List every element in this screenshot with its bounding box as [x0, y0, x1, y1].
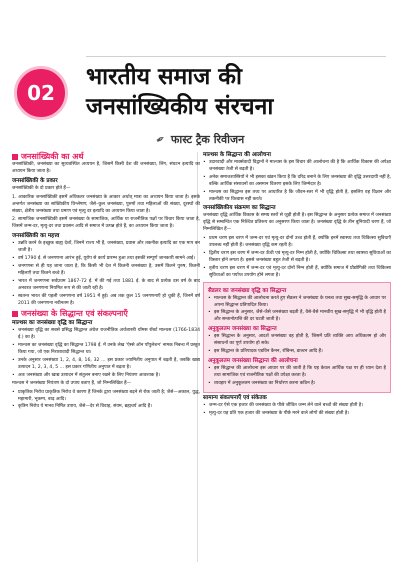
subheading: माल्थस का जनसंख्या वृद्धि का सिद्धान्त	[12, 320, 93, 327]
list-item: • अतः जनसंख्या और खाद्य उत्पादन में संतुलन बनाए रखने के लिए नियंत्रण आवश्यक है।	[12, 373, 200, 380]
list-item: • कृत्रिम निरोध ये मानव निर्मित उपाय, जैसे—देर से विवाह, संयम, ब्रह्मचर्य आदि हैं।	[12, 404, 200, 411]
list-item: • द्वितीय चरण इस चरण में जन्म-दर ऊँची एवं मृत्यु-दर निम्न होती है, क्योंकि चिकित्सा तथा स्वास्थ्य सुविधाओं का विस्तार होने लगता है। इससे जनसंख्या बहुत तेजी से बढ़ती है।	[203, 251, 391, 265]
list-item: • इस सिद्धान्त के अनुसार, आदर्श जनसंख्या वह होती है, जिसमें प्रति व्यक्ति आय अधिकतम हो और संसाधनों का पूर्ण उपयोग हो सके।	[208, 334, 386, 348]
list-item: • माल्थस का सिद्धान्त इस तथ्य पर आधारित है कि जीवन-स्तर में भी वृद्धि होती है, इसलिए वह विज्ञान और तकनीकी पर विश्वास नहीं करते।	[203, 190, 391, 204]
list-item: • उनके अनुसार जनसंख्या 1, 2, 4, 8, 16, 32 ... इस प्रकार ज्यामितीय अनुपात में बढ़ती है, जबकि खाद्य उत्पादन 1, 2, 3, 4, 5 ... इस प्रकार गणितीय अनुपात में बढ़ता है।	[12, 358, 200, 372]
right-column	[203, 150, 391, 418]
list-item: • अनेक समाजशास्त्रियों ने भी इसका खंडन किया है कि दरिद्र बनाने के लिए जनसंख्या की वृद्धि उत्तरदायी नहीं है, बल्कि आर्थिक संसाधनों का असमान वितरण इसके लिए जिम्मेदार है।	[203, 175, 391, 189]
list-item: • इस सिद्धान्त की आलोचना इस आधार पर की जाती है कि यह केवल आर्थिक पक्ष पर ही ध्यान देता है तथा सामाजिक एवं राजनीतिक पक्षों की उपेक्षा करता है।	[208, 366, 386, 380]
list-item: • स्वतन्त्र भारत की पहली जनगणना वर्ष 1951 में हुई। अब तक कुल 15 जनगणनाएँ हो चुकी हैं, जिनमें वर्ष 2011 की जनगणना नवीनतम है।	[12, 294, 200, 308]
bullet-bar	[12, 154, 18, 160]
list-item: • इस सिद्धान्त के अनुसार, जैसे-जैसे जनसंख्या बढ़ती है, वैसे-वैसे मानवीय सुख-समृद्धि में भी वृद्धि होती है और सन्तानोत्पत्ति की दर घटती जाती है।	[208, 310, 386, 324]
list-item: • माल्थस का जनसंख्या वृद्धि का सिद्धान्त 1798 ई. में उनके लेख 'ऐस्से ऑन पॉपुलेशन' नामक निबन्ध में प्रस्तुत किया गया, जो एक निराशावादी सिद्धान्त था।	[12, 343, 200, 357]
list-item: • इस सिद्धान्त के प्रतिपादक एडविन कैनन, रॉबिन्स, डाल्टन आदि हैं।	[208, 349, 386, 356]
chapter-title	[86, 62, 273, 122]
subheading: जनसांख्यिकीय संक्रमण का सिद्धान्त	[203, 205, 276, 212]
subheading: जनसांख्यिकी का महत्त्व	[12, 233, 60, 240]
paragraph: जनसंख्या वृद्धि आर्थिक विकास के समग्र स्तरों से जुड़ी होती है। इस सिद्धान्त के अनुसार प्रत्येक समाज में जनसंख्या वृद्धि से सम्बन्धित एक निश्चित प्रतिरूप का अनुसरण किया जाता है। जनसंख्या वृद्धि के तीन बुनियादी चरण हैं, जो निम्नलिखित हैं—	[203, 213, 391, 233]
subheading: जनसांख्यिकी के प्रकार	[12, 177, 58, 184]
chapter-title-line1: भारतीय समाज की	[86, 64, 242, 90]
revision-label: फास्ट ट्रैक रिवीजन	[170, 133, 245, 146]
section-heading	[12, 152, 200, 161]
paragraph: जनसांख्यिकी के दो प्रकार होते हैं—	[12, 185, 71, 191]
list-item: • प्राकृतिक निरोध प्राकृतिक निरोध वे कारण हैं जिनके द्वारा जनसंख्या बढ़ने से रोक जाती है; जैसे—अकाल, युद्ध, महामारी, भूकम्प, बाढ़ आदि।	[12, 390, 200, 404]
feather-icon: ✒	[153, 131, 168, 148]
list-item: • माल्थस के सिद्धान्त की आलोचना करते हुए सैडलर ने जनसंख्या के घनत्व तथा सुख-समृद्धि के आधार पर अपना सिद्धान्त प्रतिपादित किया।	[208, 296, 386, 310]
chapter-number-badge: 02	[14, 66, 68, 120]
list-item: • जनगणना से ही यह जाना जाता है, कि किसी भी देश में कितनी जनसंख्या है, उसमें कितने पुरुष, कितनी महिलाएँ तथा कितने बच्चे हैं।	[12, 264, 200, 278]
list-item: • मृत्यु-दर यह प्रति एक हजार की जनसंख्या के पीछे मरने वाले लोगों की संख्या होती है।	[203, 411, 391, 418]
list-item: • जनसंख्या वृद्धि का सबसे प्रसिद्ध सिद्धान्त अंग्रेज राजनीतिक अर्थशास्त्री थॉमस रॉबर्ट माल्थस (1766-1834 ई.) का है।	[12, 328, 200, 342]
subheading: अनुकूलतम जनसंख्या का सिद्धान्त	[208, 326, 277, 333]
list-item: • उदारवादी और मार्क्सवादी विद्वानों ने माल्थस के इस विचार की आलोचना की है कि आर्थिक विकास की अपेक्षा जनसंख्या तेजी से बढ़ती है।	[203, 160, 391, 174]
highlight-box	[203, 282, 391, 393]
chapter-title-line2: जनसांख्यिकीय संरचना	[86, 94, 274, 120]
title-rule	[86, 56, 386, 57]
list-item: • जन्म-दर ऐसे एक हजार की जनसंख्या के पीछे जीवित जन्म लेने वाले बच्चों की संख्या होती है।	[203, 403, 391, 410]
list-item: • वर्ष 1790 ई. से जनगणना आरंभ हुई, यूरोप से कार्य प्रारम्भ हुआ तथा इसकी सम्पूर्ण जानकारी सामने आई।	[12, 256, 200, 263]
list-item: 2. सामाजिक जनसांख्यिकी इसमें जनसंख्या के सामाजिक, आर्थिक या राजनीतिक पक्षों पर विचार किया जाता है, जिसमें जन्म-दर, मृत्यु-दर तथा प्रवसन आदि से समाज में उत्पन्न होते हैं, का अध्ययन किया जाता है।	[12, 217, 200, 230]
left-column	[12, 150, 200, 412]
list-item: • तृतीय चरण इस चरण में जन्म-दर एवं मृत्यु-दर दोनों निम्न होती हैं, क्योंकि समाज में प्रौद्योगिकी तथा चिकित्सा सुविधाओं का पर्याप्त उपयोग होने लगता है।	[203, 266, 391, 280]
list-item: • प्रथम चरण इस चरण में जन्म-दर एवं मृत्यु-दर दोनों उच्च होती हैं, क्योंकि इनमें स्वास्थ्य तथा चिकित्सा सुविधाएँ उपलब्ध नहीं होती हैं। जनसंख्या वृद्धि कम रहती है।	[203, 236, 391, 250]
revision-heading	[0, 132, 400, 147]
list-item: 1. आकारिक जनसांख्यिकी इसमें अधिकतर जनसंख्या के आकार अर्थात् मात्रा का अध्ययन किया जाता है। इसके अन्तर्गत जनसंख्या का सांख्यिकीय विश्लेषण; जैसे–कुल जनसंख्या, पुरुषों तथा महिलाओं की संख्या, दूरस्थों की संख्या, क्षेत्रीय जनसंख्या तथा प्रमाण एवं मृत्यु दर इत्यादि का अध्ययन किया जाता है।	[12, 194, 200, 214]
paragraph: जनसांख्यिकी, जनसंख्या का सुव्यवस्थित अध्ययन है, जिसमें किसी देश की जनसंख्या, लिंग, संघटन इत्यादि का अध्ययन किया जाता है।	[12, 162, 200, 174]
subheading: सैडलर का जनसंख्या वृद्धि का सिद्धान्त	[208, 287, 287, 294]
section-title: जनसांख्यिकी का अर्थ	[21, 152, 84, 161]
subheading: अनुकूलतम जनसंख्या सिद्धान्त की आलोचना	[208, 357, 298, 364]
subheading: सामान्य संकल्पनाएँ एवं संकेतक	[203, 394, 267, 401]
list-item: • भारत में जनगणना सर्वप्रथम 1867-72 ई. में की गई तथा 1881 ई. के बाद से प्रत्येक दस वर्ष के बाद अनवरत जनगणना नियमित रूप से की जाती रही है।	[12, 279, 200, 293]
section-heading	[12, 309, 200, 318]
bullet-bar	[12, 311, 18, 317]
chapter-header	[0, 0, 400, 148]
list-item: • व्यवहार में अनुकूलतम जनसंख्या का निर्धारण करना कठिन है।	[208, 381, 386, 388]
paragraph: माल्थस ने जनसंख्या नियंत्रण के दो उपाय बताए हैं, जो निम्नलिखित हैं—	[12, 380, 132, 386]
subheading: माल्थस के सिद्धान्त की आलोचना	[203, 152, 271, 158]
list-item: • उन्नति करने के इच्छुक बाह्य देशों, जिनमें राज्य भी हैं, जनसंख्या, प्रवास और तकनीक इत्यादि का एक माप बन जाती है।	[12, 241, 200, 255]
section-title: जनसंख्या के सिद्धान्त एवं संकल्पनाएँ	[21, 309, 128, 319]
